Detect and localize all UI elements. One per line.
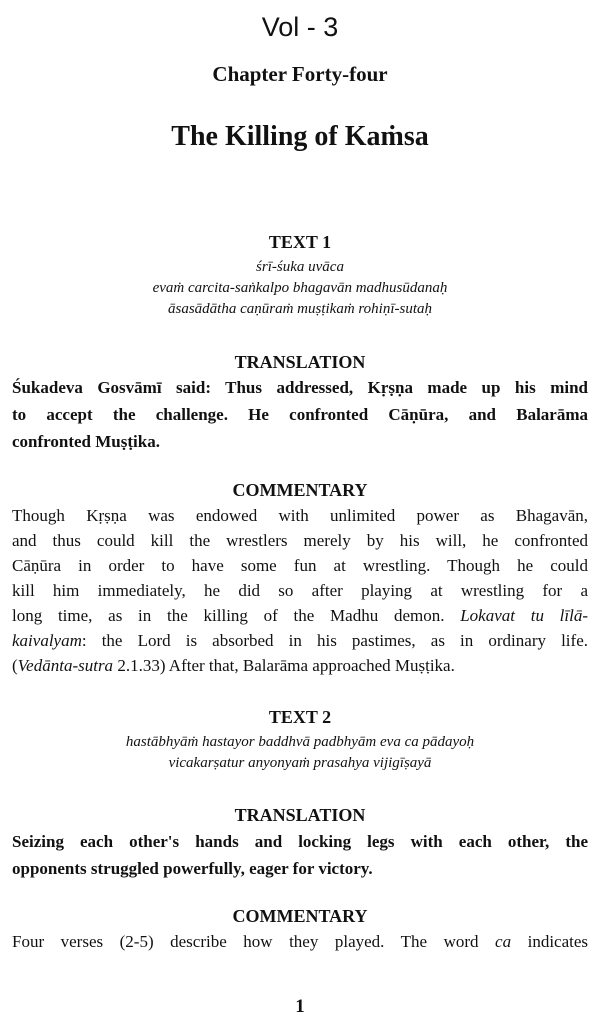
- commentary-1-heading: COMMENTARY: [232, 480, 368, 500]
- translation-line: confronted Muṣṭika.: [12, 432, 160, 451]
- commentary-text: (: [12, 656, 18, 675]
- commentary-line: Cāṇūra in order to have some fun at wrestling. Though he could: [12, 556, 588, 575]
- commentary-text: 2.1.33) After that, Balarāma approached Muṣṭika.: [113, 656, 455, 675]
- verse-line: vicakarṣatur anyonyaṁ prasahya vijigīṣayā: [168, 755, 432, 771]
- commentary-line: [12, 653, 588, 678]
- translation-line: opponents struggled powerfully, eager for victory.: [12, 859, 373, 878]
- text-1-verse: [0, 257, 600, 320]
- verse-line: hastābhyāṁ hastayor baddhvā padbhyām eva ca pādayoḥ: [125, 734, 475, 750]
- translation-line: to accept the challenge. He confronted Cāṇūra, and Balarāma: [12, 405, 588, 424]
- translation-line: Seizing each other's hands and locking legs with each other, the: [12, 832, 588, 851]
- commentary-emphasis: Vedānta-sutra: [17, 656, 114, 675]
- commentary-line: [12, 929, 588, 954]
- verse-line: āsasādātha caṇūraṁ muṣṭikaṁ rohiṇī-sutaḥ: [167, 301, 433, 317]
- text-1-heading: TEXT 1: [268, 232, 332, 252]
- commentary-line: [12, 628, 588, 653]
- volume-label: Vol - 3: [261, 12, 339, 42]
- text-2-heading: TEXT 2: [268, 707, 332, 727]
- commentary-1-text: [12, 503, 588, 678]
- verse-line: evaṁ carcita-saṅkalpo bhagavān madhusūdanaḥ: [152, 280, 448, 296]
- translation-1-heading: TRANSLATION: [234, 352, 366, 372]
- commentary-text: : the Lord is absorbed in his pastimes, as in ordinary life.: [81, 631, 588, 650]
- translation-line: Śukadeva Gosvāmī said: Thus addressed, Kṛṣṇa made up his mind: [12, 378, 588, 397]
- commentary-emphasis: kaivalyam: [12, 631, 82, 650]
- commentary-emphasis: Lokavat tu līlā-: [460, 606, 589, 625]
- commentary-text: long time, as in the killing of the Madhu demon.: [12, 606, 445, 625]
- commentary-line: and thus could kill the wrestlers merely by his will, he confronted: [12, 531, 588, 550]
- commentary-line: [12, 603, 588, 628]
- commentary-text: Four verses (2-5) describe how they played. The word: [12, 932, 479, 951]
- chapter-title: The Killing of Kaṁsa: [171, 121, 429, 152]
- translation-2-heading: TRANSLATION: [234, 805, 366, 825]
- page-number: 1: [295, 996, 305, 1017]
- commentary-emphasis: ca: [495, 932, 512, 951]
- verse-line: śrī-śuka uvāca: [256, 259, 344, 275]
- commentary-text: indicates: [527, 932, 589, 951]
- translation-1-text: [12, 374, 588, 455]
- chapter-heading: Chapter Forty-four: [212, 62, 388, 86]
- commentary-2-text: [12, 929, 588, 954]
- commentary-line: kill him immediately, he did so after playing at wrestling for a: [12, 581, 588, 600]
- commentary-2-heading: COMMENTARY: [232, 906, 368, 926]
- translation-2-text: [12, 828, 588, 882]
- text-2-verse: [0, 732, 600, 774]
- commentary-line: Though Kṛṣṇa was endowed with unlimited power as Bhagavān,: [12, 506, 588, 525]
